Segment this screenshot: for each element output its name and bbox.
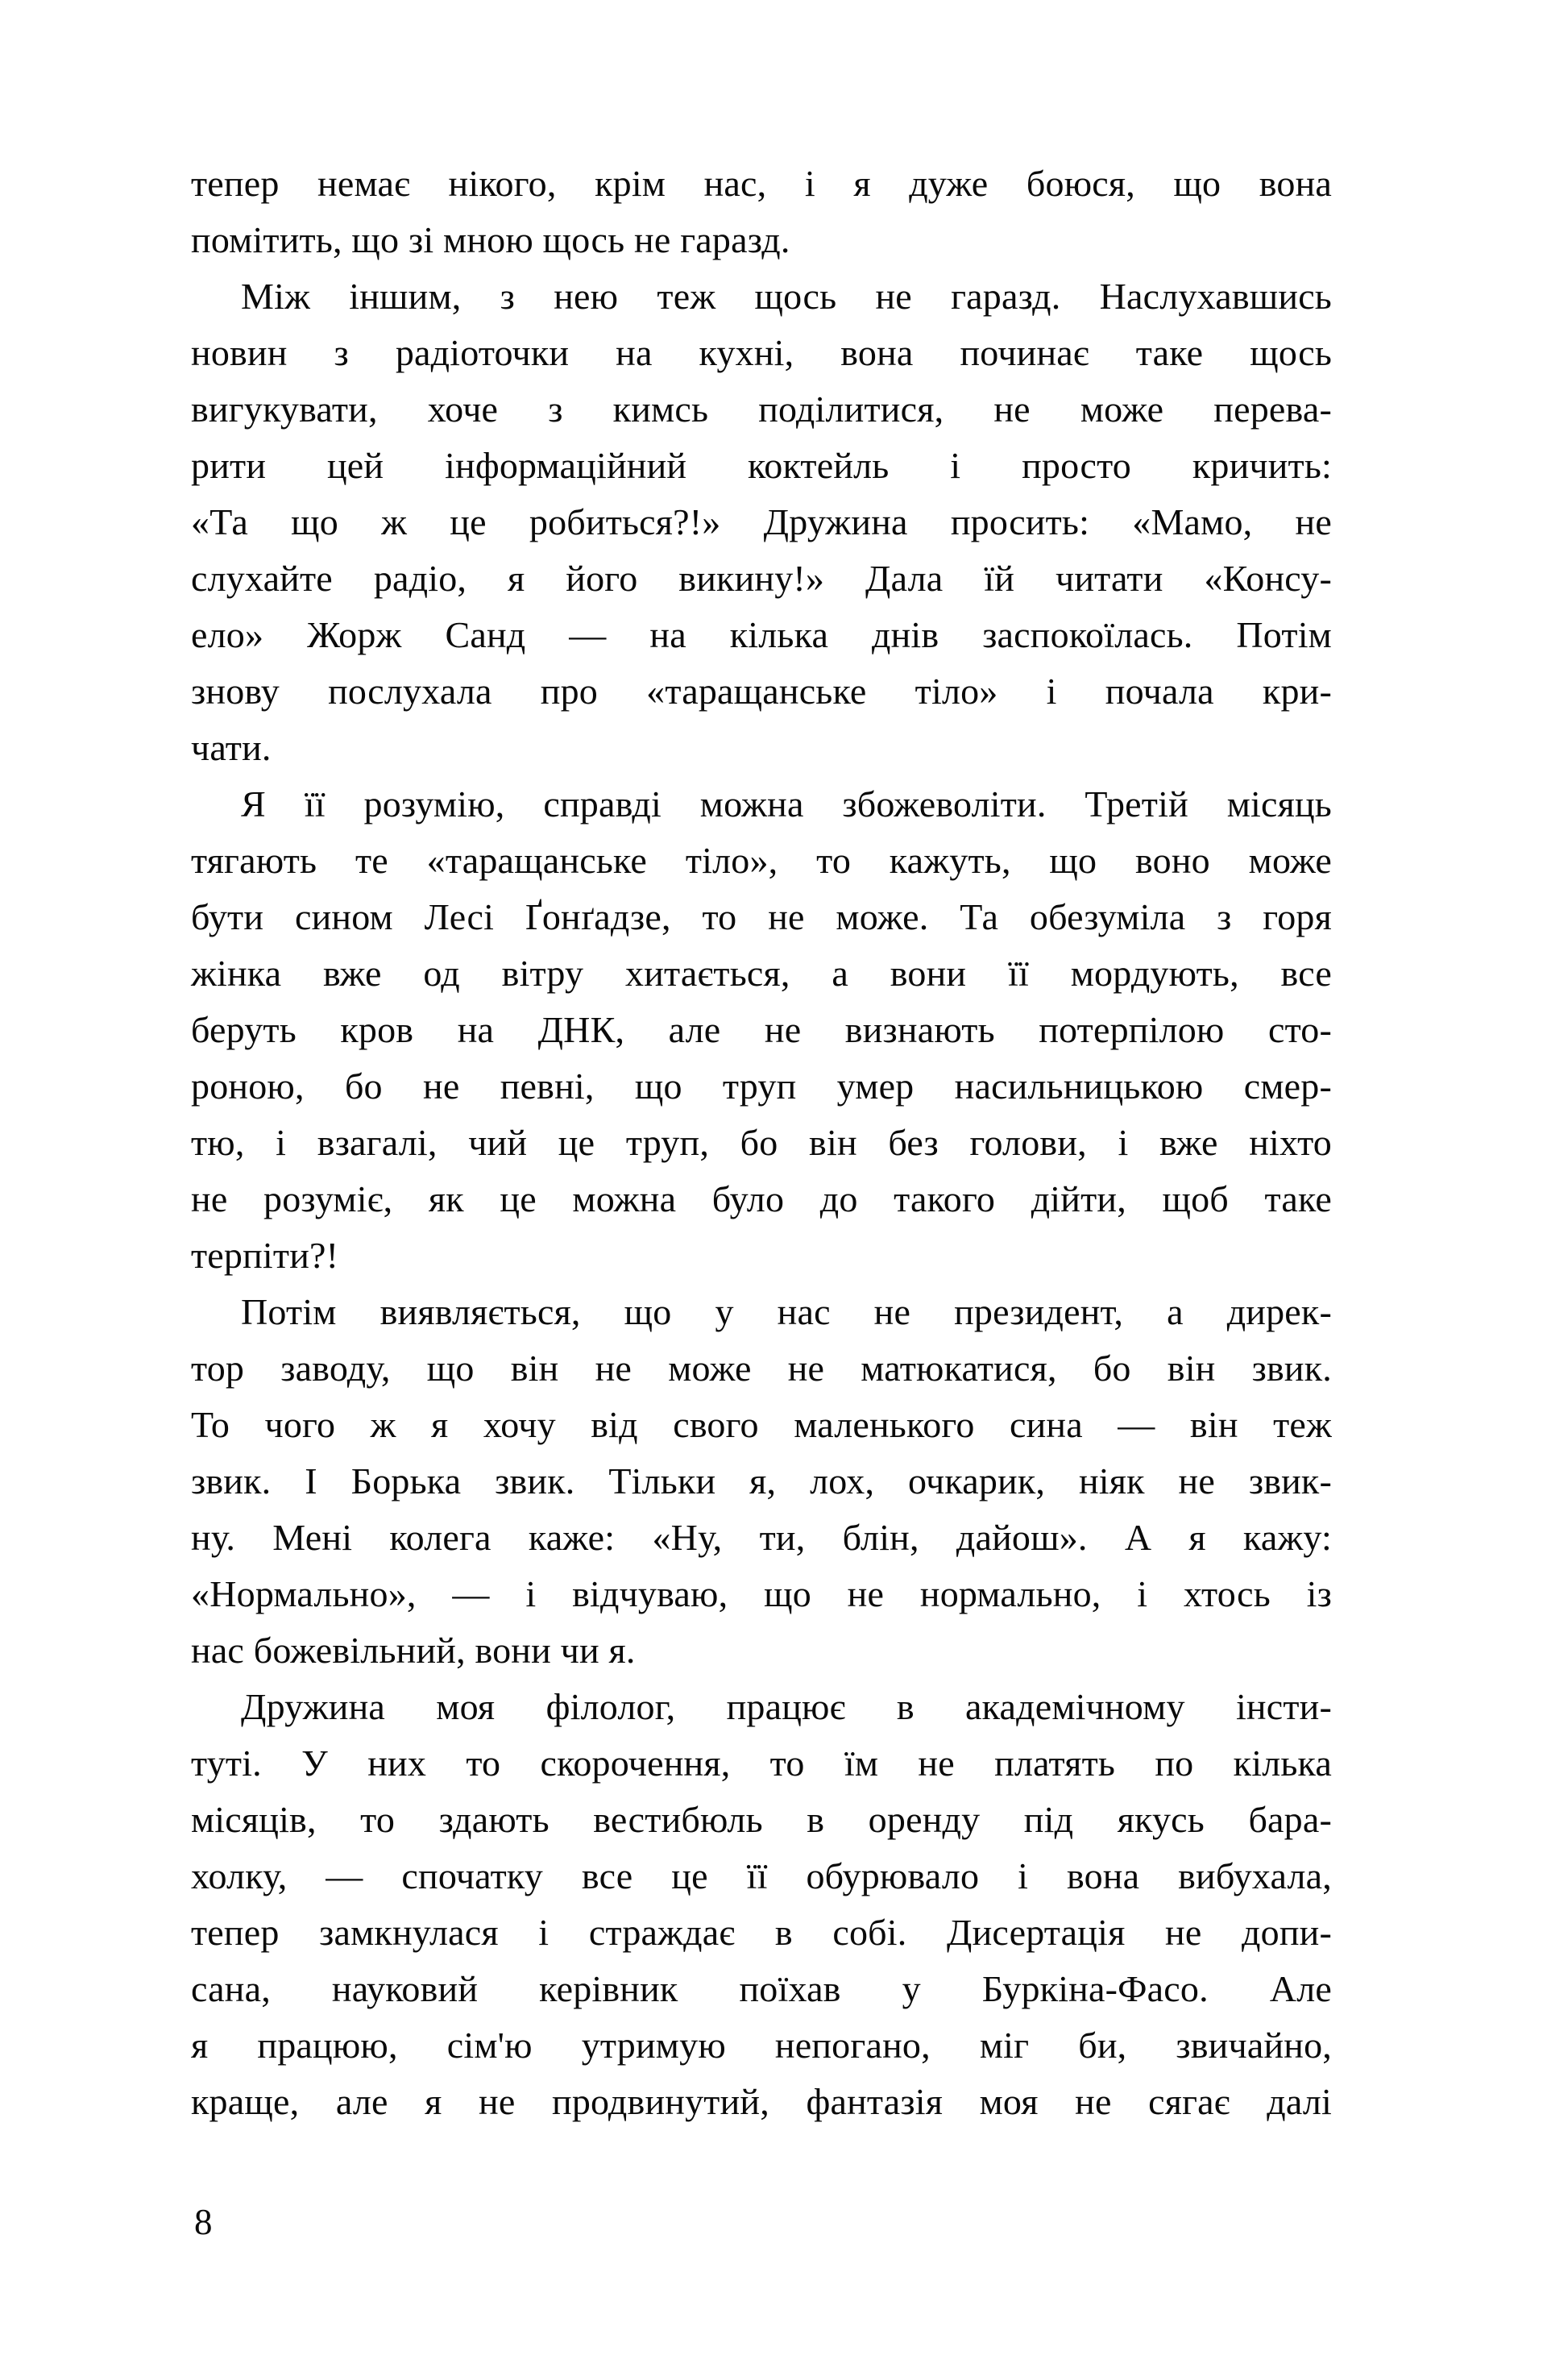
text-line: терпіти?! xyxy=(191,1235,339,1276)
text-line: Я її розумію, справді можна збожеволіти. Третій місяць xyxy=(241,783,1332,824)
text-line: звик. І Борька звик. Тільки я, лох, очкарик, ніяк не звик- xyxy=(191,1460,1332,1502)
text-line: чати. xyxy=(191,727,272,768)
text-line: помітить, що зі мною щось не гаразд. xyxy=(191,219,790,260)
text-line: тягають те «таращанське тіло», то кажуть, що воно може xyxy=(191,840,1332,881)
text-line: роною, бо не певні, що труп умер насильницькою смер- xyxy=(191,1065,1332,1107)
text-line: вигукувати, хоче з кимсь поділитися, не може перева- xyxy=(191,388,1332,430)
text-line: Між іншим, з нею теж щось не гаразд. Наслухавшись xyxy=(241,276,1332,317)
text-line: «Нормально», — і відчуваю, що не нормально, і хтось із xyxy=(191,1573,1332,1614)
text-line: ело» Жорж Санд — на кілька днів заспокоїлась. Потім xyxy=(191,614,1332,655)
text-line: беруть кров на ДНК, але не визнають потерпілою сто- xyxy=(191,1009,1332,1050)
text-line: сана, науковий керівник поїхав у Буркіна-Фасо. Але xyxy=(191,1968,1332,2009)
text-line: не розуміє, як це можна було до такого дійти, щоб таке xyxy=(191,1178,1332,1219)
text-line: жінка вже од вітру хитається, а вони її мордують, все xyxy=(191,953,1332,994)
text-line: тор заводу, що він не може не матюкатися, бо він звик. xyxy=(191,1348,1332,1389)
text-line: нас божевільний, вони чи я. xyxy=(191,1630,636,1671)
text-line: я працюю, сім'ю утримую непогано, міг би, звичайно, xyxy=(191,2025,1332,2066)
text-line: місяців, то здають вестибюль в оренду під якусь бара- xyxy=(191,1799,1332,1840)
text-line: Потім виявляється, що у нас не президент, а дирек- xyxy=(241,1291,1332,1332)
text-line: новин з радіоточки на кухні, вона починає таке щось xyxy=(191,332,1332,373)
text-line: тепер немає нікого, крім нас, і я дуже боюся, що вона xyxy=(191,163,1332,204)
text-line: бути сином Лесі Ґонґадзе, то не може. Та обезуміла з горя xyxy=(191,896,1332,937)
text-line: туті. У них то скорочення, то їм не платять по кілька xyxy=(191,1742,1332,1784)
body-text xyxy=(191,156,1332,2130)
text-line: Дружина моя філолог, працює в академічному інсти- xyxy=(241,1686,1332,1727)
text-line: слухайте радіо, я його викину!» Дала їй читати «Консу- xyxy=(191,558,1332,599)
page-number: 8 xyxy=(194,2202,213,2242)
text-line: ну. Мені колега каже: «Ну, ти, блін, дайош». А я кажу: xyxy=(191,1517,1332,1558)
text-line: рити цей інформаційний коктейль і просто кричить: xyxy=(191,445,1332,486)
text-line: краще, але я не продвинутий, фантазія моя не сягає далі xyxy=(191,2081,1332,2122)
text-line: тепер замкнулася і страждає в собі. Дисертація не допи- xyxy=(191,1912,1332,1953)
text-line: «Та що ж це робиться?!» Дружина просить: «Мамо, не xyxy=(191,501,1332,542)
text-line: То чого ж я хочу від свого маленького сина — він теж xyxy=(191,1404,1332,1445)
text-line: холку, — спочатку все це її обурювало і вона вибухала, xyxy=(191,1855,1332,1896)
text-line: знову послухала про «таращанське тіло» і почала кри- xyxy=(191,671,1332,712)
text-line: тю, і взагалі, чий це труп, бо він без голови, і вже ніхто xyxy=(191,1122,1332,1163)
